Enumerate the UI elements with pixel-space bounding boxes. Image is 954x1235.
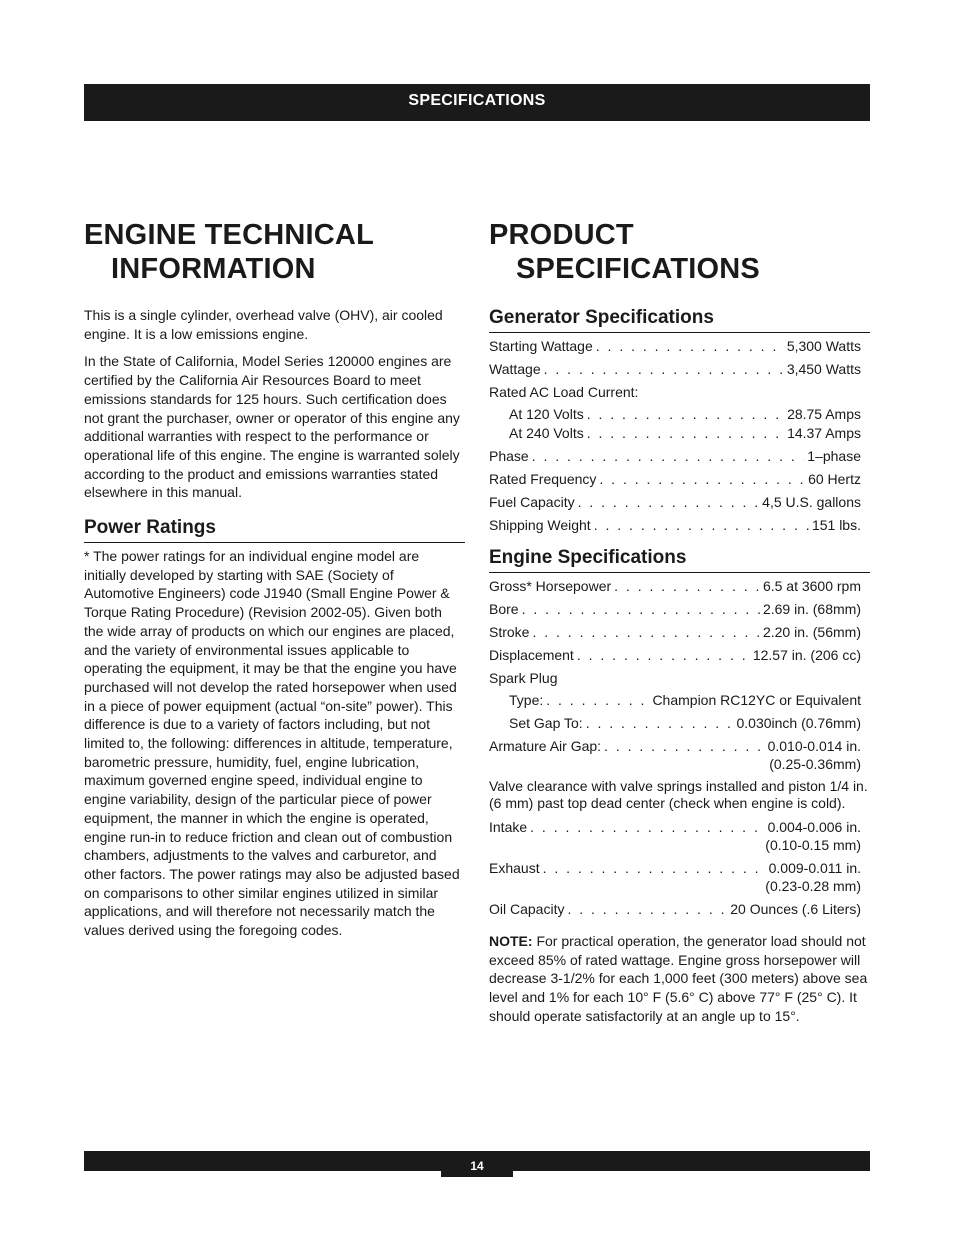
dot-leader [543, 859, 766, 877]
spec-row [489, 646, 870, 664]
title-line: INFORMATION [111, 253, 316, 285]
spec-label: Gross* Horsepower [489, 578, 612, 594]
dot-leader [567, 900, 727, 918]
dot-leader [596, 337, 784, 355]
spec-subvalue: (0.23-0.28 mm) [765, 878, 861, 894]
spec-label: Exhaust [489, 860, 540, 876]
spec-label: Phase [489, 448, 529, 464]
dot-leader [587, 424, 784, 442]
product-specifications-column [489, 218, 870, 1026]
spec-label: Fuel Capacity [489, 494, 575, 510]
spec-value: 1–phase [807, 448, 861, 464]
spec-label: Set Gap To: [509, 715, 583, 731]
title-line: PRODUCT [489, 219, 634, 251]
dot-leader [604, 737, 765, 755]
dot-leader [614, 577, 760, 595]
engine-technical-title [84, 218, 465, 286]
spec-row [489, 818, 870, 836]
dot-leader [532, 447, 805, 465]
intro-paragraph: This is a single cylinder, overhead valve (OHV), air cooled engine. It is a low emissions engine. [84, 307, 443, 342]
section-banner: SPECIFICATIONS [84, 84, 870, 121]
dot-leader [594, 516, 809, 534]
spec-row [489, 623, 870, 641]
spec-value: 5,300 Watts [786, 338, 861, 354]
note-paragraph [489, 932, 870, 1026]
spec-row [489, 600, 870, 618]
spec-value: 0.010-0.014 in. [767, 738, 861, 754]
spec-row [489, 691, 870, 709]
spec-row [489, 337, 870, 355]
spec-row [489, 470, 870, 488]
spec-value: 4,5 U.S. gallons [762, 494, 861, 510]
spec-value: 28.75 Amps [787, 406, 861, 422]
spec-value: 14.37 Amps [787, 425, 861, 441]
generator-specs-heading: Generator Specifications [489, 306, 870, 333]
spec-value: 0.030inch (0.76mm) [736, 715, 861, 731]
valve-clearance-text: Valve clearance with valve springs installed and piston 1/4 in. (6 mm) past top dead center (check when engine is cold). [489, 778, 868, 811]
california-paragraph: In the State of California, Model Series 120000 engines are certified by the California Air Resources Board to meet emissions standards for 125 hours. Such certification does not grant the purchaser, owner or operator of this engine any additional warranties with respect to the performance or operational life of this engine. The engine is warranted solely according to the product and emissions warranties stated elsewhere in this manual. [84, 353, 460, 501]
dot-leader [522, 600, 760, 618]
dot-leader [587, 405, 784, 423]
engine-specs-heading: Engine Specifications [489, 546, 870, 573]
spec-row [489, 405, 870, 423]
spec-label: Rated Frequency [489, 471, 597, 487]
dot-leader [544, 360, 784, 378]
spec-row [489, 447, 870, 465]
spec-row [489, 737, 870, 755]
note-label: NOTE: [489, 933, 533, 949]
spec-row [489, 859, 870, 877]
spec-subvalue: (0.10-0.15 mm) [765, 837, 861, 853]
spec-label: Starting Wattage [489, 338, 593, 354]
engine-specs-list [489, 577, 870, 918]
spec-subvalue: (0.25-0.36mm) [769, 756, 861, 772]
spec-row [489, 714, 870, 732]
spec-value: 6.5 at 3600 rpm [762, 578, 861, 594]
power-ratings-paragraph: * The power ratings for an individual engine model are initially developed by starting with SAE (Society of Automotive Engineers) code J1940 (Small Engine Power & Torque Rating Procedure) (Revision 2002-05). Given both the wide array of products on which our engines are placed, and the variety of environmental issues applicable to operating the equipment, it may be that the engine you have purchased will not develop the rated horsepower when used in a piece of power equipment (actual “on-site” power). This difference is due to a variety of factors including, but not limited to, the following: differences in altitude, temperature, barometric pressure, humidity, fuel, engine lubrication, maximum governed engine speed, individual engine to engine variability, design of the particular piece of power equipment, the manner in which the engine is operated, engine run-in to reduce friction and clean out of combustion chambers, adjustments to the valves and carburetor, and other factors. The power ratings may also be adjusted based on comparisons to other similar engines utilized in similar applications, and will therefore not necessarily match the values derived using the foregoing codes. [84, 548, 460, 939]
spec-label: Stroke [489, 624, 530, 640]
dot-leader [586, 714, 734, 732]
spec-row [489, 424, 870, 442]
spec-value: 60 Hertz [808, 471, 861, 487]
product-specifications-title [489, 218, 870, 286]
spec-label: At 240 Volts [509, 425, 584, 441]
spec-value: 2.69 in. (68mm) [762, 601, 861, 617]
dot-leader [546, 691, 649, 709]
spec-label: Displacement [489, 647, 574, 663]
spec-label: Oil Capacity [489, 901, 565, 917]
spec-label: Type: [509, 692, 544, 708]
spec-label: Intake [489, 819, 528, 835]
spec-value: 151 lbs. [811, 517, 861, 533]
spec-value: 0.004-0.006 in. [767, 819, 861, 835]
page-number: 14 [441, 1151, 513, 1177]
note-text: For practical operation, the generator load should not exceed 85% of rated wattage. Engine gross horsepower will decrease 3-1/2% for each 1,000 feet (300 meters) above sea level and 1% for each 10° F (5.6° C) above 77° F (25° C). It should operate satisfactorily at an angle up to 15°. [489, 933, 868, 1024]
spec-value: 2.20 in. (56mm) [762, 624, 861, 640]
spec-row [489, 516, 870, 534]
title-line: ENGINE TECHNICAL [84, 219, 374, 251]
title-line: SPECIFICATIONS [516, 253, 760, 285]
spec-label: Shipping Weight [489, 517, 591, 533]
dot-leader [530, 818, 764, 836]
spec-value: 20 Ounces (.6 Liters) [730, 901, 861, 917]
spec-label: At 120 Volts [509, 406, 584, 422]
spec-group-label: Spark Plug [489, 670, 558, 686]
spec-value: 0.009-0.011 in. [768, 860, 861, 876]
spec-label: Armature Air Gap: [489, 738, 602, 754]
spec-row [489, 900, 870, 918]
spec-value: Champion RC12YC or Equivalent [652, 692, 861, 708]
spec-row [489, 493, 870, 511]
spec-label: Wattage [489, 361, 541, 377]
spec-value: 12.57 in. (206 cc) [752, 647, 861, 663]
spec-group-label: Rated AC Load Current: [489, 384, 639, 400]
spec-label: Bore [489, 601, 519, 617]
spec-row [489, 360, 870, 378]
engine-technical-column [84, 218, 465, 949]
power-ratings-heading: Power Ratings [84, 516, 465, 543]
dot-leader [578, 493, 760, 511]
spec-row [489, 577, 870, 595]
spec-value: 3,450 Watts [786, 361, 861, 377]
generator-specs-list [489, 337, 870, 534]
dot-leader [577, 646, 750, 664]
dot-leader [532, 623, 759, 641]
dot-leader [599, 470, 805, 488]
